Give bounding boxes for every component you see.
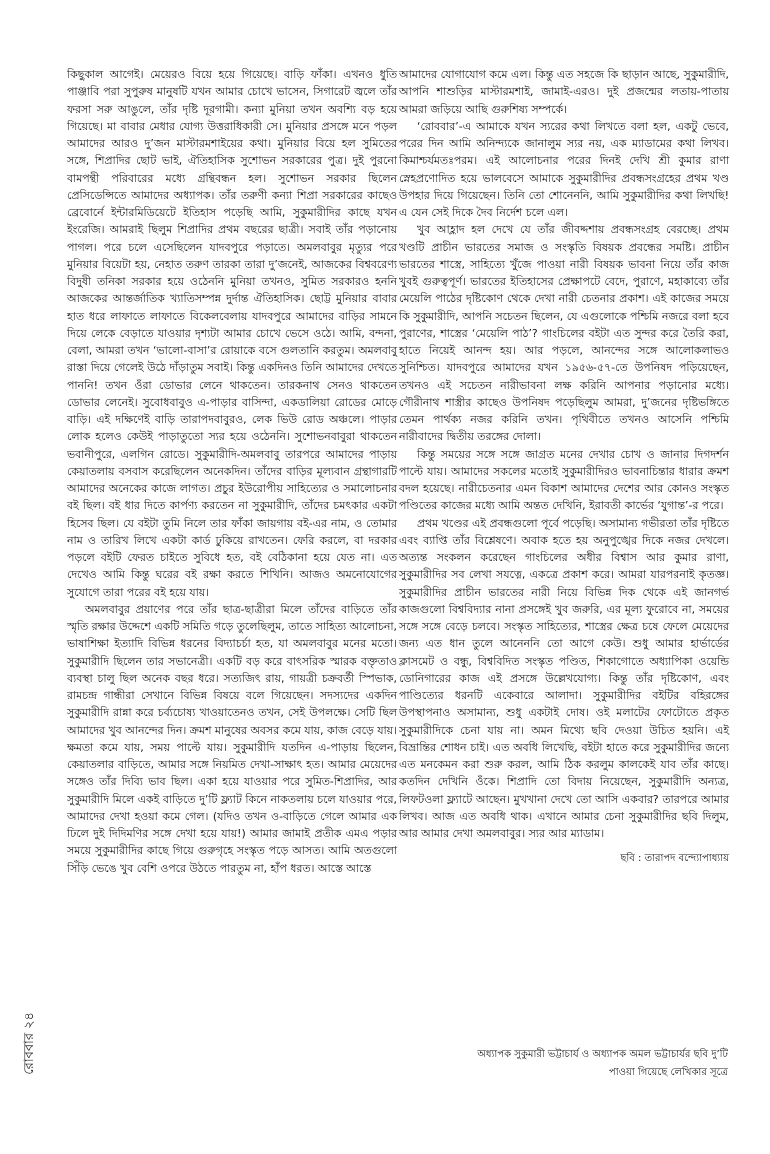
page-margin-label: রোববার ২৪ bbox=[22, 1012, 37, 1075]
photo-credit: ছবি : তারাপদ বন্দ্যোপাধ্যায় bbox=[620, 853, 729, 865]
article-column-right bbox=[399, 66, 729, 866]
article-paragraph: প্রথম খণ্ডের এই প্রবন্ধগুলো পূর্বে পড়েছি। অসামান্য গভীরতা তাঁর দৃষ্টিতে এবং ব্যাপ্তি তাঁর বিশ্লেষণে। অবাক হতে হয় অনুপুঙ্খের দিকে নজর দেখলে। অত্যন্ত সংকলন করেছেন গাংচিলের অধীর বিশ্বাস আর কুমার রাণা, সুকুমারীদির সব লেখা সযত্নে, একত্রে প্রকাশ করে। আমরা যারপরনাই কৃতজ্ঞ। সুকুমারীদির প্রাচীন ভারতের নারী নিয়ে বিভিন্ন দিক থেকে এই জানগর্ভ কাজগুলো বিশ্ববিদ্যার নানা প্রসঙ্গেই খুব জরুরি, এর মূল্য ফুরোবে না, সময়ের সঙ্গে সঙ্গে বেড়ে চলবে। সংস্কৃত সাহিত্যের, শাস্ত্রের ক্ষেত্র চষে ফেলে মেয়েদের জন্য এত ধান তুলে আনেননি তো আগে কেউ। শুধু আমার হার্ভার্ডের ক্লাসমেট ও বন্ধু, বিশ্ববিদিত সংস্কৃত পণ্ডিত, শিকাগোতে অধ্যাপিকা ওয়েন্ডি ডোনিগারের কাজ এই প্রসঙ্গে উল্লেখযোগ্য। কিন্তু তাঁর দৃষ্টিকোণ, এবং পাণ্ডিত্যের ধরনটি একেবারে আলাদা। সুকুমারীদির বইটির বহিরঙ্গের উপস্থাপনাও অসামান্য, শুধু একটাই দোষ। ওই মলাটের ফোটোতে প্রকৃত সুকুমারীদিকে চেনা যায় না। অমন মিথ্যে ছবি দেওয়া উচিত হয়নি। এই বিভ্রান্তির শোধন চাই। এত অবধি লিখেছি, বইটা হাতে করে সুকুমারীদির জন্যে এত মনকেমন করা শুরু করল, আমি ঠিক করলুম কালকেই যাব তাঁর কাছে। কতদিন দেখিনি ওঁকে। শিপ্রাদি তো বিদায় নিয়েছেন, সুকুমারীদি অন্যত্র, লিফটওলা ফ্ল্যাটে আছেন। মুখখানা দেখে তো আসি একবার? তারপরে আমার লিখব। আজ এত অবধি থাক। এখানে আমার চেনা সুকুমারীদির ছবি দিলুম, আর আমার দেখা অমলবাবুর। স্যর আর ম্যাডাম। bbox=[399, 516, 729, 840]
article-paragraph: কিন্তু সময়ের সঙ্গে সঙ্গে জাগ্রত মনের দেখার চোখ ও জানার দিগদর্শন পাল্টে যায়। আমাদের সকলের মতোই সুকুমারীদিরও ভাবনাচিন্তার ধারার ক্রমশ বদল হয়েছে। নারীচেতনার এমন বিকাশ আমাদের দেশের আর কোনও সংস্কৃত পণ্ডিতের কাজের মধ্যে আমি অন্তত দেখিনি, ইরাবতী কার্ভের ‘যুগান্ত’-র পরে। bbox=[399, 447, 729, 513]
caption-line: পাওয়া গিয়েছে লেখিকার সূত্রে bbox=[608, 1067, 728, 1078]
article-paragraph: অমলবাবুর প্রয়াণের পরে তাঁর ছাত্র-ছাত্রীরা মিলে তাঁদের বাড়িতে তাঁর স্মৃতি রক্ষার উদ্দেশে একটি সমিতি গড়ে তুলেছিলুম, তাতে সাহিত্য আলোচনা, ভাষাশিক্ষা ইত্যাদি বিভিন্ন ধরনের বিদ্যাচর্চা হত, যা অমলবাবুর মনের মতো। সুকুমারীদি ছিলেন তার সভানেত্রী। একটি বড় করে বাৎসরিক স্মারক বক্তৃতাও ব্যবস্থা চালু ছিল অনেক বছর ধরে। সত্যজিৎ রায়, গায়ত্রী চক্রবর্তী স্পিভাক, রামচন্দ্র গান্ধীরা সেখানে বিভিন্ন বিষয়ে বলে গিয়েছেন। সদস্যদের একদিন সুকুমারীদি রান্না করে চর্ব্যচোষ্য খাওয়াতেনও তখন, সেই উপলক্ষে। সেটি ছিল আমাদের খুব আনন্দের দিন। ক্রমশ মানুষের অবসর কমে যায়, কাজ বেড়ে যায়। ক্ষমতা কমে যায়, সময় পাল্টে যায়। সুকুমারীদি যতদিন এ-পাড়ায় ছিলেন, কেয়াতলার বাড়িতে, আমার সঙ্গে নিয়মিত দেখা-সাক্ষাৎ হত। আমার মেয়েদের সঙ্গেও তাঁর দিব্যি ভাব ছিল। একা হয়ে যাওয়ার পরে সুমিত-শিপ্রাদির, আর সুকুমারীদি মিলে একই বাড়িতে দু’টি ফ্ল্যাট কিনে নাকতলায় চলে যাওয়ার পরে, আমাদের দেখা হওয়া কমে গেল। (যদিও তখন ও-বাড়িতে গেলে আমার এক ঢিলে দুই দিদিমণির সঙ্গে দেখা হয়ে যায়!) আমার জামাই প্রতীক এমএ পড়ার সময়ে সুকুমারীদির কাছে গিয়ে গুরুগৃহে সংস্কৃত পড়ে আসত। আমি অতগুলো সিঁড়ি ভেঙে খুব বেশি ওপরে উঠতে পারতুম না, হাঁপ ধরত। আস্তে আস্তে bbox=[67, 602, 397, 875]
article-paragraph: খুব আহ্লাদ হল দেখে যে তাঁর জীবদ্দশায় প্রবন্ধসংগ্রহ বেরচ্ছে। প্রথম খণ্ডটি প্রাচীন ভারতের সমাজ ও সংস্কৃতি বিষয়ক প্রবন্ধের সমষ্টি। প্রাচীন ভারতের শাস্ত্রে, সাহিত্যে খুঁজে পাওয়া নারী বিষয়ক ভাবনা নিয়ে তাঁর কাজ খুবই গুরুত্বপূর্ণ। ভারতের ইতিহাসের প্রেক্ষাপটে বেদে, পুরাণে, মহাকাব্যে তাঁর মেয়েলি পাঠের দৃষ্টিকোণ থেকে দেখা নারী চেতনার প্রকাশ। এই কাজের সময়ে কি সুকুমারীদি, আপনি সচেতন ছিলেন, যে এগুলোকে পশ্চিমি নজরে বলা হবে পুরাণের, শাস্ত্রের ‘মেয়েলি পাঠ’? গাংচিলের বইটা এত সুন্দর করে তৈরি করা, হাতে নিয়েই আনন্দ হয়। আর পড়লে, আনন্দের সঙ্গে আলোকলাভও সুনিশ্চিত। যাদবপুরে আমাদের যখন ১৯৫৬-৫৭-তে উপনিষদ পড়িয়েছেন, তখনও এই সচেতন নারীভাবনা লক্ষ করিনি আপনার পড়ানোর মধ্যে। গৌরীনাথ শাস্ত্রীর কাছেও উপনিষদ পড়েছিলুম আমরা, দু’জনের দৃষ্টিভঙ্গিতে তেমন পার্থক্য নজর করিনি তখন। পৃথিবীতে তখনও আসেনি পশ্চিমি নারীবাদের দ্বিতীয় তরঙ্গের দোলা। bbox=[399, 223, 729, 444]
article-paragraph: ‘রোববার’-এ আমাকে যখন স্যরের কথা লিখতে বলা হল, একটু ভেবে, পরের দিন আমি অনিন্দ্যকে জানালুম স্যর নয়, এক ম্যাডামের কথা লিখব। কিমাশ্চর্যমতঃপরম। এই আলোচনার পরের দিনই দেখি শ্রী কুমার রাণা স্নেহপ্রণোদিত হয়ে ভালবেসে আমাকে সুকুমারীদির প্রবন্ধসংগ্রহের প্রথম খণ্ড উপহার দিয়ে গিয়েছেন। তিনি তো শোনেননি, আমি সুকুমারীদির কথা লিখছি! এ যেন সেই দিকে দৈব নির্দেশ চলে এল। bbox=[399, 119, 729, 219]
caption-line: অধ্যাপক সুকুমারী ভট্টাচার্য ও অধ্যাপক অমল ভট্টাচার্যর ছবি দু’টি bbox=[477, 1049, 728, 1060]
article-paragraph: কিছুকাল আগেই। মেয়েরও বিয়ে হয়ে গিয়েছে। বাড়ি ফাঁকা। এখনও ধুতি পাঞ্জাবি পরা সুপুরুষ মানুষটি যখন আমার চোখে ভাসেন, সিগারেট জ্বলে তাঁর ফরসা সরু আঙুলে, তাঁর দৃষ্টি দূরগামী। কন্যা মুনিয়া তখন অবশ্যি বড় হয়ে গিয়েছে। মা বাবার মেধার যোগ্য উত্তরাধিকারী সে। মুনিয়ার প্রসঙ্গে মনে পড়ল আমাদের আরও দু’জন মাস্টারমশাইয়ের কথা। মুনিয়ার বিয়ে হল সুমিতের সঙ্গে, শিপ্রাদির ছোট ভাই, ঐতিহাসিক সুশোভন সরকারের পুত্র। দুই পুরনো বামপন্থী পরিবারের মধ্যে গ্রন্থিবন্ধন হল। সুশোভন সরকার ছিলেন প্রেসিডেন্সিতে আমাদের অধ্যাপক। তাঁর তরুণী কন্যা শিপ্রা সরকারের কাছেও ব্রেবোর্নে ইন্টারমিডিয়েটে ইতিহাস পড়েছি আমি, সুকুমারীদির কাছে যখন ইংরেজি। আমরাই ছিলুম শিপ্রাদির প্রথম বছরের ছাত্রী। সবাই তাঁর পড়ানোয় পাগল। পরে চলে এসেছিলেন যাদবপুরে পড়াতে। অমলবাবুর মৃত্যুর পরে মুনিয়ার বিয়েটা হয়, নেহাত তরুণ তারকা তারা দু’জনেই, আজকের বিশ্ববরেণ্য বিদুষী তনিকা সরকার হয়ে ওঠেননি মুনিয়া তখনও, সুমিত সরকারও হননি আজকের আন্তর্জাতিক খ্যাতিসম্পন্ন দুর্দান্ত ঐতিহাসিক। ছোট্ট মুনিয়ার বাবার হাত ধরে লাফাতে লাফাতে বিকেলবেলায় যাদবপুরে আমাদের বাড়ির সামনে দিয়ে লেকে বেড়াতে যাওয়ার দৃশ্যটা আমার চোখে ভেসে ওঠে। আমি, বন্দনা, বেলা, আমরা তখন ‘ভালো-বাসা’র রোয়াকে বসে গুলতানি করতুম। অমলবাবু রাস্তা দিয়ে গেলেই উঠে দাঁড়াতুম সবাই। কিন্তু একদিনও তিনি আমাদের দেখতে পাননি! তখন ওঁরা ডোভার লেনে থাকতেন। তারকনাথ সেনও থাকতেন ডোভার লেনেই। সুবোধবাবুও এ-পাড়ার বাসিন্দা, একডালিয়া রোডের মোড়ে বাড়ি। এই দক্ষিণেই বাড়ি তারাপদবাবুরও, লেক ভিউ রোড অঞ্চলে। পাড়ার লোক হলেও কেউই পাড়াতুতো স্যর হয়ে ওঠেননি। সুশোভনবাবুরা থাকতেন ভবানীপুরে, এলগিন রোডে। সুকুমারীদি-অমলবাবু তারপরে আমাদের পাড়ায় কেয়াতলায় বসবাস করেছিলেন অনেকদিন। তাঁদের বাড়ির মূল্যবান গ্রন্থাগারটি আমাদের অনেকের কাজে লাগত। প্রচুর ইউরোপীয় সাহিত্যের ও সমালোচনার বই ছিল। বই ধার দিতে কার্পণ্য করতেন না সুকুমারীদি, তাঁদের চমৎকার একটা হিসেব ছিল। যে বইটা তুমি নিলে তার ফাঁকা জায়গায় বই-এর নাম, ও তোমার নাম ও তারিখ লিখে একটা কার্ড ঢুকিয়ে রাখতেন। ফেরি করলে, বা দরকার পড়লে বইটি ফেরত চাইতে সুবিধে হত, বই বেঠিকানা হয়ে যেত না। এত দেখেও আমি কিন্তু ঘরের বই রক্ষা করতে শিখিনি। আজও অমনোযোগের সুযোগে তারা পরের বই হয়ে যায়। bbox=[67, 68, 397, 599]
article-paragraph: আমাদের যোগাযোগ কমে এল। কিন্তু এত সহজে কি ছাড়ান আছে, সুকুমারীদি, আপনি শাশুড়ির মাস্টারমশাই, জামাই-এরও। দুই প্রজন্মের লতায়-পাতায় আমরা জড়িয়ে আছি গুরুশিষ্য সম্পর্কে। bbox=[399, 68, 729, 116]
photo-caption bbox=[420, 1046, 728, 1082]
article-column-left bbox=[67, 66, 397, 877]
